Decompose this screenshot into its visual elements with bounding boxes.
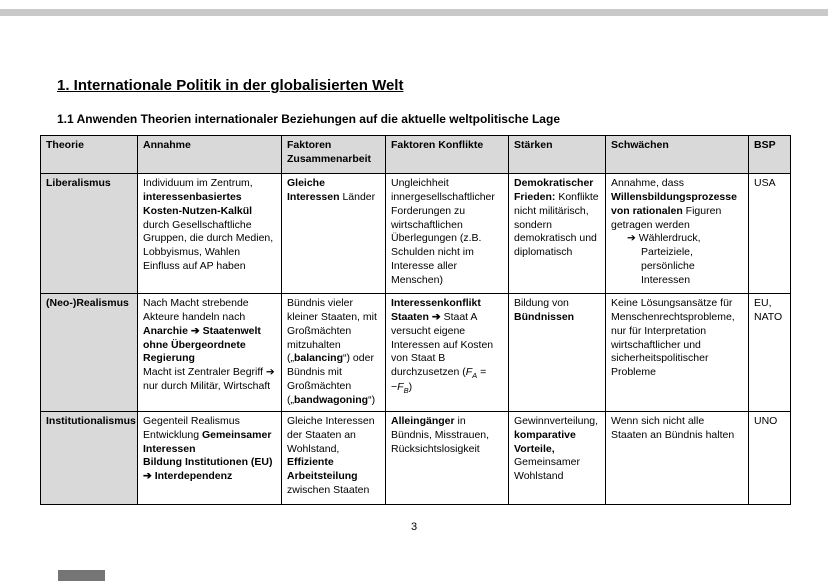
cell-theorie-neorealismus: (Neo-)Realismus: [41, 294, 138, 412]
column-header-faktoren-zusammenarbeit: Faktoren Zusammenarbeit: [282, 136, 386, 174]
cell-institutionalismus-schwaechen: Wenn sich nicht alle Staaten an Bündnis halten: [606, 411, 749, 504]
cell-neorealismus-zusammenarbeit: Bündnis vieler kleiner Staaten, mit Großmächten mitzuhalten („balancing“) oder Bündnis mit Großmächten („bandwagoning“): [282, 294, 386, 412]
cell-liberalismus-konflikte: Ungleichheit innergesellschaftlicher Forderungen zu wirtschaftlichen Überlegungen (z.B. Schulden nicht im Interesse aller Menschen): [386, 174, 509, 294]
cell-neorealismus-bsp: EU, NATO: [749, 294, 791, 412]
column-header-annahme: Annahme: [138, 136, 282, 174]
column-header-bsp: BSP: [749, 136, 791, 174]
header-row: [41, 136, 791, 174]
cell-neorealismus-konflikte: Interessenkonflikt Staaten ➔ Staat A versucht eigene Interessen auf Kosten von Staat B durchzusetzen $(F_A = -F_B)$: [386, 294, 509, 412]
column-header-faktoren-konflikte: Faktoren Konflikte: [386, 136, 509, 174]
cell-institutionalismus-bsp: UNO: [749, 411, 791, 504]
table-row-liberalismus: [41, 174, 791, 294]
window-edge-strip: [0, 9, 828, 16]
cell-institutionalismus-staerken: Gewinnverteilung, komparative Vorteile, Gemeinsamer Wohlstand: [509, 411, 606, 504]
theories-table: [40, 135, 791, 505]
cell-theorie-liberalismus: Liberalismus: [41, 174, 138, 294]
cell-institutionalismus-konflikte: Alleingänger in Bündnis, Misstrauen, Rücksichtslosigkeit: [386, 411, 509, 504]
table-row-neorealismus: [41, 294, 791, 412]
table-row-institutionalismus: [41, 411, 791, 504]
cell-liberalismus-staerken: Demokratischer Frieden: Konflikte nicht militärisch, sondern demokratisch und diplomatisch: [509, 174, 606, 294]
cell-theorie-institutionalismus: Institutionalismus: [41, 411, 138, 504]
cell-liberalismus-zusammenarbeit: Gleiche Interessen Länder: [282, 174, 386, 294]
column-header-schwaechen: Schwächen: [606, 136, 749, 174]
cell-neorealismus-annahme: Nach Macht strebende Akteure handeln nach Anarchie ➔ Staatenwelt ohne Übergeordnete Regierung Macht ist Zentraler Begriff ➔ nur durch Militär, Wirtschaft: [138, 294, 282, 412]
cell-liberalismus-schwaechen: Annahme, dass Willensbildungsprozesse von rationalen Figuren getragen werden ➔ Wählerdruck, Parteiziele, persönliche Interessen: [606, 174, 749, 294]
cell-neorealismus-staerken: Bildung von Bündnissen: [509, 294, 606, 412]
cell-institutionalismus-zusammenarbeit: Gleiche Interessen der Staaten an Wohlstand, Effiziente Arbeitsteilung zwischen Staaten: [282, 411, 386, 504]
taskbar-fragment: [58, 570, 105, 581]
page-number: 3: [410, 521, 418, 533]
cell-liberalismus-bsp: USA: [749, 174, 791, 294]
cell-institutionalismus-annahme: Gegenteil Realismus Entwicklung Gemeinsamer Interessen Bildung Institutionen (EU) ➔ Interdependenz: [138, 411, 282, 504]
cell-liberalismus-annahme: Individuum im Zentrum, interessenbasiertes Kosten-Nutzen-Kalkül durch Gesellschaftliche Gruppen, die durch Medien, Lobbyismus, Wahlen Einfluss auf AP haben: [138, 174, 282, 294]
column-header-theorie: Theorie: [41, 136, 138, 174]
section-title: 1. Internationale Politik in der globalisierten Welt: [57, 77, 404, 94]
section-subtitle: 1.1 Anwenden Theorien internationaler Beziehungen auf die aktuelle weltpolitische Lage: [57, 112, 560, 126]
column-header-staerken: Stärken: [509, 136, 606, 174]
cell-neorealismus-schwaechen: Keine Lösungsansätze für Menschenrechtsprobleme, nur für Interpretation wirtschaftlicher und sicherheitspolitischer Probleme: [606, 294, 749, 412]
